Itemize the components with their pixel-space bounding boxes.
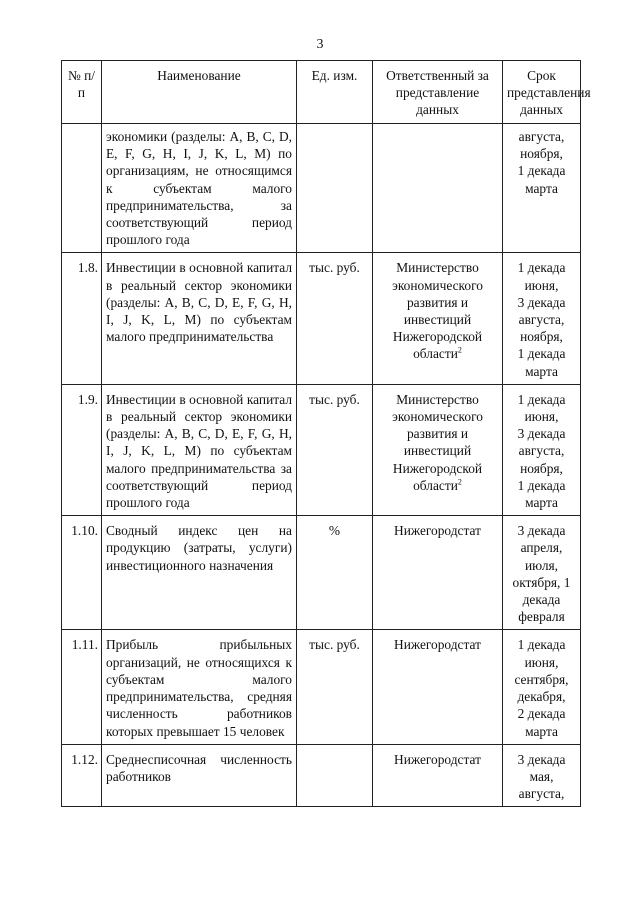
table-row [62,630,581,744]
row-term: августа, ноября, 1 декада марта [503,124,581,253]
row-responsible: Нижегородстат [373,516,503,630]
header-name: Наименование [102,61,297,124]
row-unit [297,124,373,253]
row-num [62,124,102,253]
row-unit: % [297,516,373,630]
row-num: 1.8. [62,253,102,384]
row-num: 1.9. [62,384,102,515]
data-table [61,60,591,807]
row-name: Сводный индекс цен на продукцию (затраты, услуги) инвестиционного назначения [102,516,297,630]
header-term: Срок представления данных [503,61,581,124]
row-responsible: Министерство экономического развития и инвестиций Нижегородской области$^2$ [373,384,503,515]
row-term: 1 декада июня, 3 декада августа, ноября, 1 декада марта [503,384,581,515]
row-responsible: Министерство экономического развития и инвестиций Нижегородской области$^2$ [373,253,503,384]
row-responsible [373,124,503,253]
table-row [62,384,581,515]
row-unit: тыс. руб. [297,384,373,515]
row-unit: тыс. руб. [297,253,373,384]
footnote-mark: 2 [457,345,462,355]
page-number: 3 [316,37,324,52]
row-name: Прибыль прибыльных организаций, не относящихся к субъектам малого предпринимательства, средняя численность работников которых превышает 15 человек [102,630,297,744]
row-unit: тыс. руб. [297,630,373,744]
table-header-row [62,61,581,124]
table-row [62,124,581,253]
header-num: № п/п [62,61,102,124]
header-unit: Ед. изм. [297,61,373,124]
header-responsible: Ответственный за представление данных [373,61,503,124]
row-num: 1.12. [62,744,102,807]
footnote-mark: 2 [457,477,462,487]
row-responsible: Нижегородстат [373,630,503,744]
row-responsible: Нижегородстат [373,744,503,807]
table-row [62,516,581,630]
row-term: 1 декада июня, 3 декада августа, ноября, 1 декада марта [503,253,581,384]
table-row [62,253,581,384]
row-name: Инвестиции в основной капитал в реальный сектор экономики (разделы: A, B, C, D, E, F, G, H, I, J, K, L, M) по субъектам малого предпринимательства [102,253,297,384]
row-term: 1 декада июня, сентября, декабря, 2 декада марта [503,630,581,744]
row-term: 3 декада мая, августа, [503,744,581,807]
table-row [62,744,581,807]
row-unit [297,744,373,807]
row-name: Среднесписочная численность работников [102,744,297,807]
row-name: экономики (разделы: A, B, C, D, E, F, G, H, I, J, K, L, M) по организациям, не относящимся к субъектам малого предпринимательства, за соответствующий период прошлого года [102,124,297,253]
row-num: 1.10. [62,516,102,630]
row-term: 3 декада апреля, июля, октября, 1 декада февраля [503,516,581,630]
row-name: Инвестиции в основной капитал в реальный сектор экономики (разделы: A, B, C, D, E, F, G, H, I, J, K, L, M) по субъектам малого предпринимательства за соответствующий период прошлого года [102,384,297,515]
row-num: 1.11. [62,630,102,744]
